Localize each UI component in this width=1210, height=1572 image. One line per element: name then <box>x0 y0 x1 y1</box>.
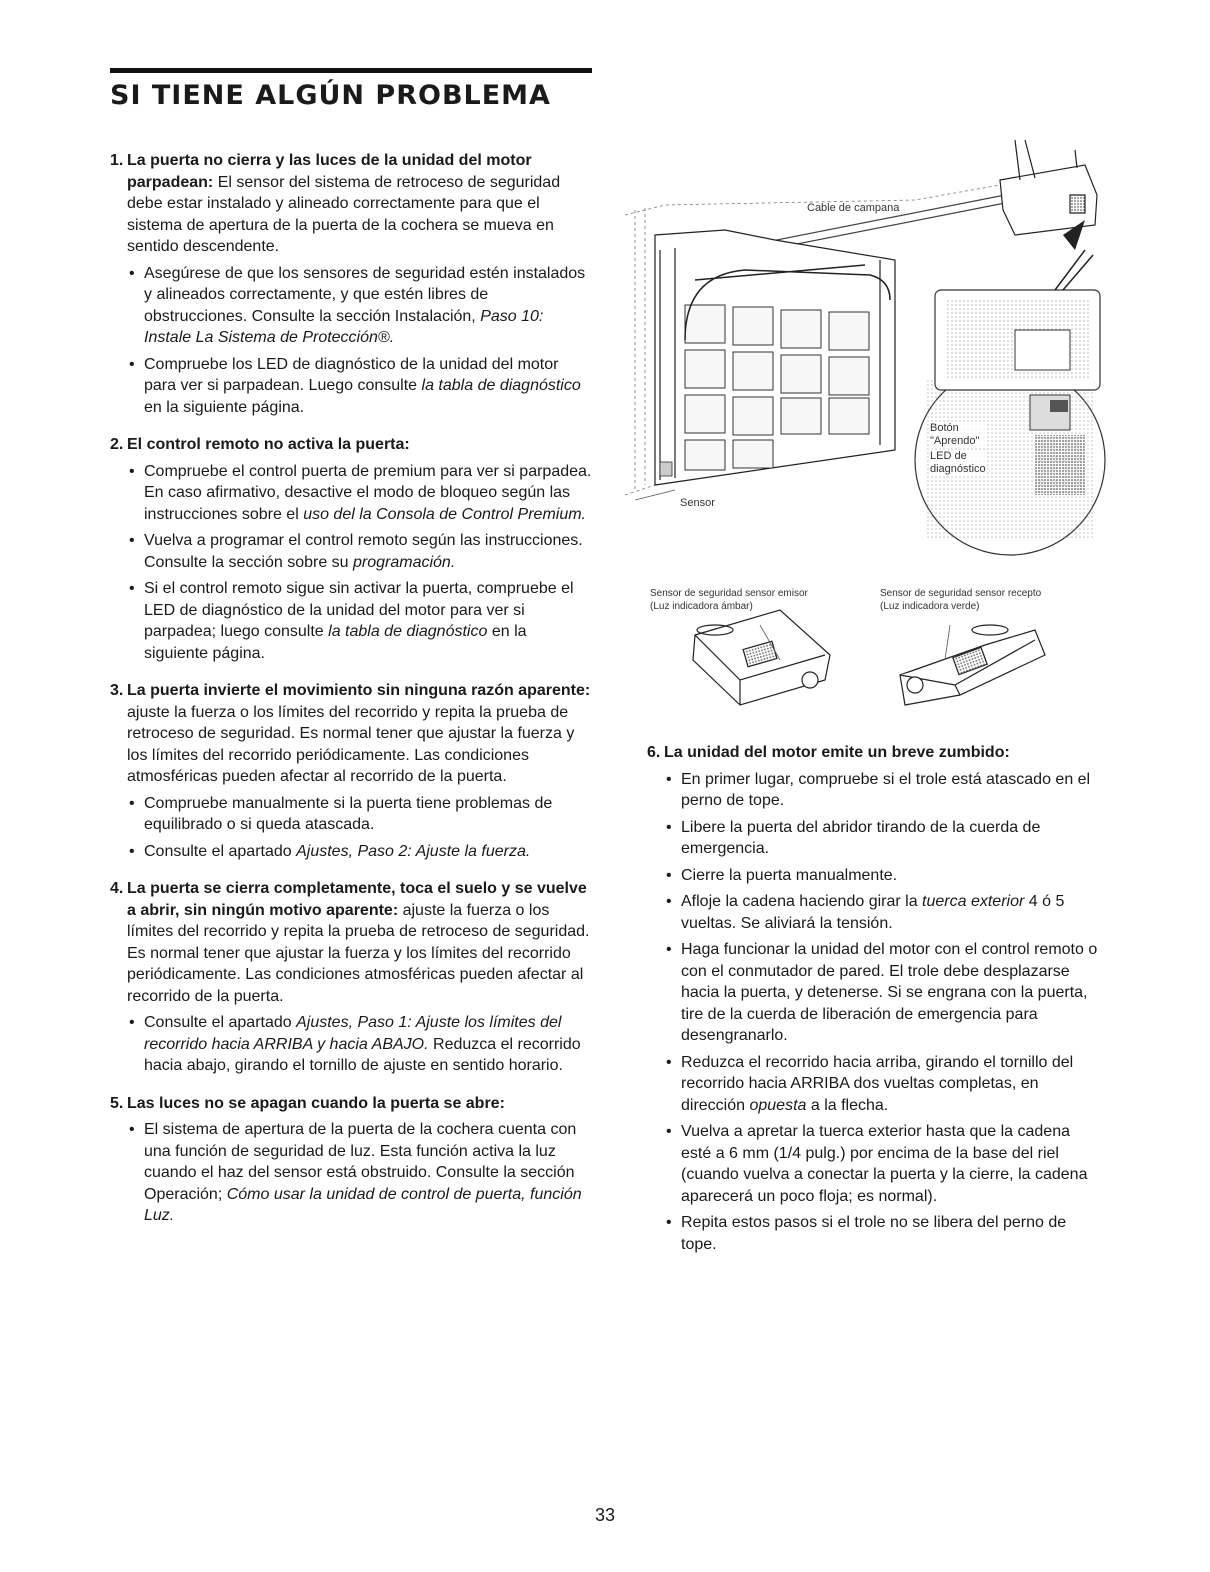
solution-text: Compruebe el control puerta de premium para ver si parpadea. En caso afirmativo, desactive el modo de bloqueo según las instrucciones sobre el <box>144 462 592 523</box>
solution-item <box>127 578 594 664</box>
solution-item <box>664 891 1102 934</box>
solution-reference: uso del la Consola de Control Premium. <box>303 505 586 523</box>
solution-text-after: en la siguiente página. <box>144 623 527 662</box>
solution-text: Haga funcionar la unidad del motor con el control remoto o con el conmutador de pared. El trole debe desplazarse hacia la puerta, y detenerse. Si se engrana con la puerta, tire de la cuerda de liberación de emergencia para desengranarlo. <box>681 941 1098 1044</box>
bullet-dot: • <box>129 264 135 282</box>
solution-reference: Ajustes, Paso 1: Ajuste los límites del recorrido hacia ARRIBA y hacia ABAJO. <box>144 1014 562 1053</box>
problem-item <box>647 742 1102 1255</box>
solution-text: Vuelva a programar el control remoto según las instrucciones. Consulte la sección sobre su <box>144 532 583 571</box>
problem-title: La puerta no cierra y las luces de la unidad del motor parpadean: <box>127 152 532 191</box>
solution-item <box>127 1119 594 1227</box>
solution-item <box>127 461 594 526</box>
problem-title: La puerta invierte el movimiento sin ninguna razón aparente: <box>127 682 591 699</box>
label-sender-title: Sensor de seguridad sensor emisor <box>650 588 808 599</box>
solution-reference: programación. <box>353 553 456 571</box>
solution-text: Reduzca el recorrido hacia arriba, girando el tornillo del recorrido hacia ARRIBA dos vueltas completas, en dirección <box>681 1053 1074 1114</box>
bullet-dot: • <box>129 842 135 860</box>
bullet-dot: • <box>666 866 672 884</box>
problem-description: ajuste la fuerza o los límites del recorrido y repita la prueba de retroceso de seguridad. Es normal tener que ajustar la fuerza y los límites del recorrido periódicamente. Las condiciones atmosféricas pueden afectar al recorrido de la puerta. <box>127 703 575 785</box>
bullet-dot: • <box>129 580 135 597</box>
bullet-dot: • <box>129 355 135 373</box>
solution-item <box>127 793 594 836</box>
bullet-dot: • <box>666 1123 672 1140</box>
problem-title: El control remoto no activa la puerta: <box>127 436 410 453</box>
solution-reference: Paso 10: Instale La Sistema de Protección®. <box>144 307 544 346</box>
label-learn-button: Botón "Aprendo" <box>930 422 985 448</box>
solution-reference: la tabla de diagnóstico <box>328 623 488 640</box>
label-cable: Cable de campana <box>807 202 900 214</box>
title-rule <box>110 68 592 73</box>
item-number: 5. <box>110 1094 124 1112</box>
solution-text: Si el control remoto sigue sin activar la puerta, compruebe el LED de diagnóstico de la unidad del motor para ver si parpadea; luego consulte <box>144 580 574 640</box>
item-number: 6. <box>647 744 661 761</box>
solution-reference: la tabla de diagnóstico <box>421 377 581 394</box>
solution-item <box>127 354 594 419</box>
bullet-dot: • <box>666 770 672 788</box>
bullet-dot: • <box>666 1053 672 1071</box>
solution-text: El sistema de apertura de la puerta de la cochera cuenta con una función de seguridad de luz. Esta función activa la luz cuando el haz del sensor está obstruido. Consulte la sección Operación; <box>144 1121 577 1203</box>
magnifier-circle <box>915 220 1105 555</box>
problem-item <box>110 150 594 418</box>
garage-door-illustration <box>615 140 1115 730</box>
solution-reference: tuerca exterior <box>922 893 1025 910</box>
item-number: 2. <box>110 436 124 453</box>
label-sender-light: (Luz indicadora ámbar) <box>650 601 753 612</box>
solution-item <box>127 1012 594 1077</box>
bullet-dot: • <box>129 1014 135 1031</box>
problem-item <box>110 878 594 1077</box>
item-number: 3. <box>110 682 124 699</box>
bullet-dot: • <box>666 1214 672 1231</box>
solution-reference: Ajustes, Paso 2: Ajuste la fuerza. <box>296 842 531 860</box>
problem-heading <box>110 878 594 1007</box>
solution-text: Consulte el apartado <box>144 842 297 860</box>
bullet-dot: • <box>666 941 672 958</box>
solution-text: Cierre la puerta manualmente. <box>681 866 898 884</box>
label-receiver-title: Sensor de seguridad sensor recepto <box>880 588 1042 599</box>
solution-item <box>127 530 594 573</box>
illustration-svg <box>615 140 1115 730</box>
problem-description: ajuste la fuerza o los límites del recorrido y repita la prueba de retroceso de seguridad. Es normal tener que ajustar la fuerza y los límites del recorrido periódicamente. Las condiciones atmosféricas pueden afectar al recorrido de la puerta. <box>127 901 590 1005</box>
solution-text: Asegúrese de que los sensores de seguridad estén instalados y alineados correctamente, y que estén libres de obstrucciones. Consulte la sección Instalación, <box>144 264 586 325</box>
problem-heading <box>110 150 594 258</box>
problem-description: El sensor del sistema de retroceso de seguridad debe estar instalado y alineado correctamente para que el sistema de apertura de la puerta de la cochera se mueva en sentido descendente. <box>127 173 561 255</box>
solution-text-after: a la flecha. <box>806 1096 889 1114</box>
solution-text: Compruebe manualmente si la puerta tiene problemas de equilibrado o si queda atascada. <box>144 794 553 833</box>
solution-text: Libere la puerta del abridor tirando de la cuerda de emergencia. <box>681 818 1041 857</box>
sender-sensor-drawing <box>693 610 830 705</box>
solution-text-after: en la siguiente página. <box>144 398 305 416</box>
right-column <box>647 742 1102 1271</box>
solution-item <box>664 1212 1102 1255</box>
bullet-dot: • <box>129 794 135 812</box>
label-sensor: Sensor <box>680 497 715 509</box>
problem-heading <box>110 1093 594 1115</box>
solution-item <box>664 769 1102 812</box>
solution-text: Compruebe los LED de diagnóstico de la unidad del motor para ver si parpadean. Luego consulte <box>144 355 559 394</box>
solution-text: Consulte el apartado <box>144 1014 297 1031</box>
page-title: SI TIENE ALGÚN PROBLEMA <box>110 80 551 111</box>
receiver-sensor-drawing <box>900 625 1045 705</box>
bullet-dot: • <box>666 818 672 836</box>
solution-item <box>664 865 1102 887</box>
solution-list <box>127 461 594 665</box>
solution-list <box>127 793 594 863</box>
bullet-dot: • <box>666 893 672 910</box>
problem-heading <box>110 434 594 456</box>
solution-reference: opuesta <box>749 1096 807 1114</box>
solution-item <box>127 263 594 349</box>
item-number: 1. <box>110 152 124 169</box>
problem-heading <box>110 680 594 788</box>
solution-text: Vuelva a apretar la tuerca exterior hasta que la cadena esté a 6 mm (1/4 pulg.) por encima de la base del riel (cuando vuelva a conectar la puerta y la cierre, la cadena aparecerá un poco floja; es normal). <box>681 1123 1088 1205</box>
solution-list <box>664 769 1102 1256</box>
left-column <box>110 150 594 1243</box>
item-number: 4. <box>110 880 124 897</box>
solution-text: En primer lugar, compruebe si el trole está atascado en el perno de tope. <box>681 770 1091 809</box>
label-diagnostic-led: LED de diagnóstico <box>930 450 986 475</box>
bullet-dot: • <box>129 462 135 480</box>
problem-title: La unidad del motor emite un breve zumbido: <box>664 744 1010 761</box>
solution-item <box>664 1052 1102 1117</box>
solution-item <box>664 939 1102 1047</box>
page-number: 33 <box>594 1505 616 1525</box>
problem-item <box>110 1093 594 1227</box>
solution-item <box>664 817 1102 860</box>
solution-text: Afloje la cadena haciendo girar la <box>681 893 923 910</box>
problem-title: Las luces no se apagan cuando la puerta se abre: <box>127 1094 505 1112</box>
solution-item <box>127 841 594 863</box>
problem-item <box>110 434 594 664</box>
bullet-dot: • <box>129 1121 135 1138</box>
solution-text-after: 4 ó 5 vueltas. Se aliviará la tensión. <box>681 893 1065 932</box>
bullet-dot: • <box>129 532 135 549</box>
problem-heading <box>647 742 1102 764</box>
solution-list <box>127 1012 594 1077</box>
solution-item <box>664 1121 1102 1207</box>
problem-item <box>110 680 594 862</box>
solution-list <box>127 1119 594 1227</box>
solution-list <box>127 263 594 419</box>
solution-reference: Cómo usar la unidad de control de puerta, función Luz. <box>144 1185 582 1224</box>
motor-unit <box>1000 140 1097 235</box>
problem-title: La puerta se cierra completamente, toca el suelo y se vuelve a abrir, sin ningún motivo aparente: <box>127 880 587 919</box>
solution-text: Repita estos pasos si el trole no se libera del perno de tope. <box>681 1214 1067 1253</box>
label-receiver-light: (Luz indicadora verde) <box>880 601 980 612</box>
solution-text-after: Reduzca el recorrido hacia abajo, girando el tornillo de ajuste en sentido horario. <box>144 1035 581 1074</box>
